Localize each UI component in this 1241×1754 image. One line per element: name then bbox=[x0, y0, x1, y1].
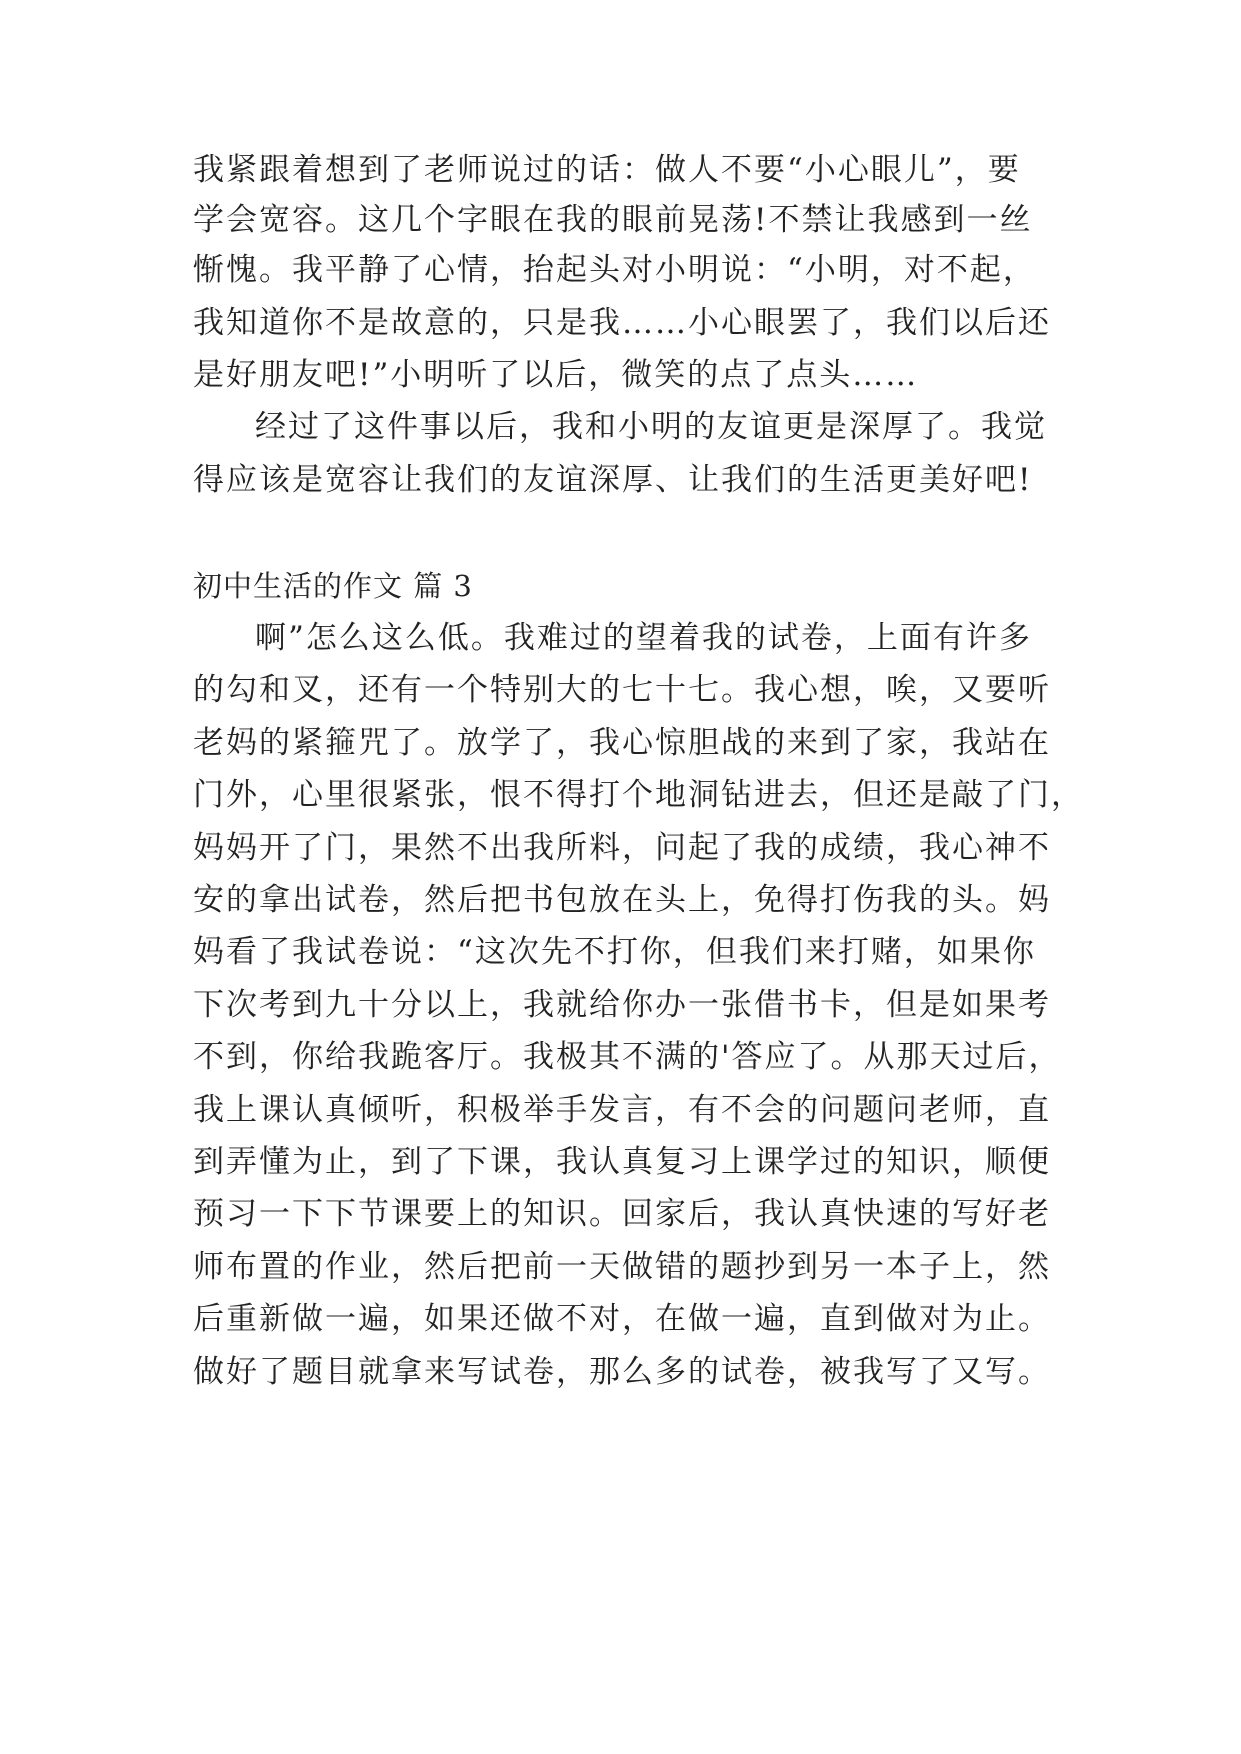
text-line: 做好了题目就拿来写试卷，那么多的试卷，被我写了又写。 bbox=[193, 1354, 1051, 1390]
text-line: 老妈的紧箍咒了。放学了，我心惊胆战的来到了家，我站在 bbox=[193, 725, 1051, 761]
text-line: 安的拿出试卷，然后把书包放在头上，免得打伤我的头。妈 bbox=[193, 882, 1051, 918]
text-line: 惭愧。我平静了心情，抬起头对小明说：“小明，对不起， bbox=[193, 252, 1036, 288]
text-line: 师布置的作业，然后把前一天做错的题抄到另一本子上，然 bbox=[193, 1249, 1051, 1285]
text-line: 是好朋友吧!”小明听了以后，微笑的点了点头…… bbox=[193, 357, 919, 393]
text-line: 妈看了我试卷说：“这次先不打你，但我们来打赌，如果你 bbox=[193, 934, 1036, 970]
text-line: 下次考到九十分以上，我就给你办一张借书卡，但是如果考 bbox=[193, 987, 1051, 1023]
section-heading: 初中生活的作文 篇 3 bbox=[193, 569, 473, 603]
text-line: 妈妈开了门，果然不出我所料，问起了我的成绩，我心神不 bbox=[193, 830, 1051, 866]
text-line: 经过了这件事以后，我和小明的友谊更是深厚了。我觉 bbox=[255, 409, 1047, 445]
text-line: 预习一下下节课要上的知识。回家后，我认真快速的写好老 bbox=[193, 1196, 1051, 1232]
text-line: 啊”怎么这么低。我难过的望着我的试卷，上面有许多 bbox=[255, 620, 1032, 656]
text-line: 的勾和叉，还有一个特别大的七十七。我心想，唉，又要听 bbox=[193, 672, 1051, 708]
text-line: 门外，心里很紧张，恨不得打个地洞钻进去，但还是敲了门， bbox=[193, 777, 1084, 813]
text-line: 后重新做一遍，如果还做不对，在做一遍，直到做对为止。 bbox=[193, 1301, 1051, 1337]
text-line: 得应该是宽容让我们的友谊深厚、让我们的生活更美好吧! bbox=[193, 462, 1033, 498]
text-line: 我紧跟着想到了老师说过的话：做人不要“小心眼儿”，要 bbox=[193, 152, 1021, 188]
text-line: 不到，你给我跪客厅。我极其不满的'答应了。从那天过后， bbox=[193, 1039, 1062, 1075]
text-line: 我知道你不是故意的，只是我……小心眼罢了，我们以后还 bbox=[193, 305, 1051, 341]
text-line: 学会宽容。这几个字眼在我的眼前晃荡!不禁让我感到一丝 bbox=[193, 202, 1033, 238]
text-line: 到弄懂为止，到了下课，我认真复习上课学过的知识，顺便 bbox=[193, 1144, 1051, 1180]
text-line: 我上课认真倾听，积极举手发言，有不会的问题问老师，直 bbox=[193, 1092, 1051, 1128]
